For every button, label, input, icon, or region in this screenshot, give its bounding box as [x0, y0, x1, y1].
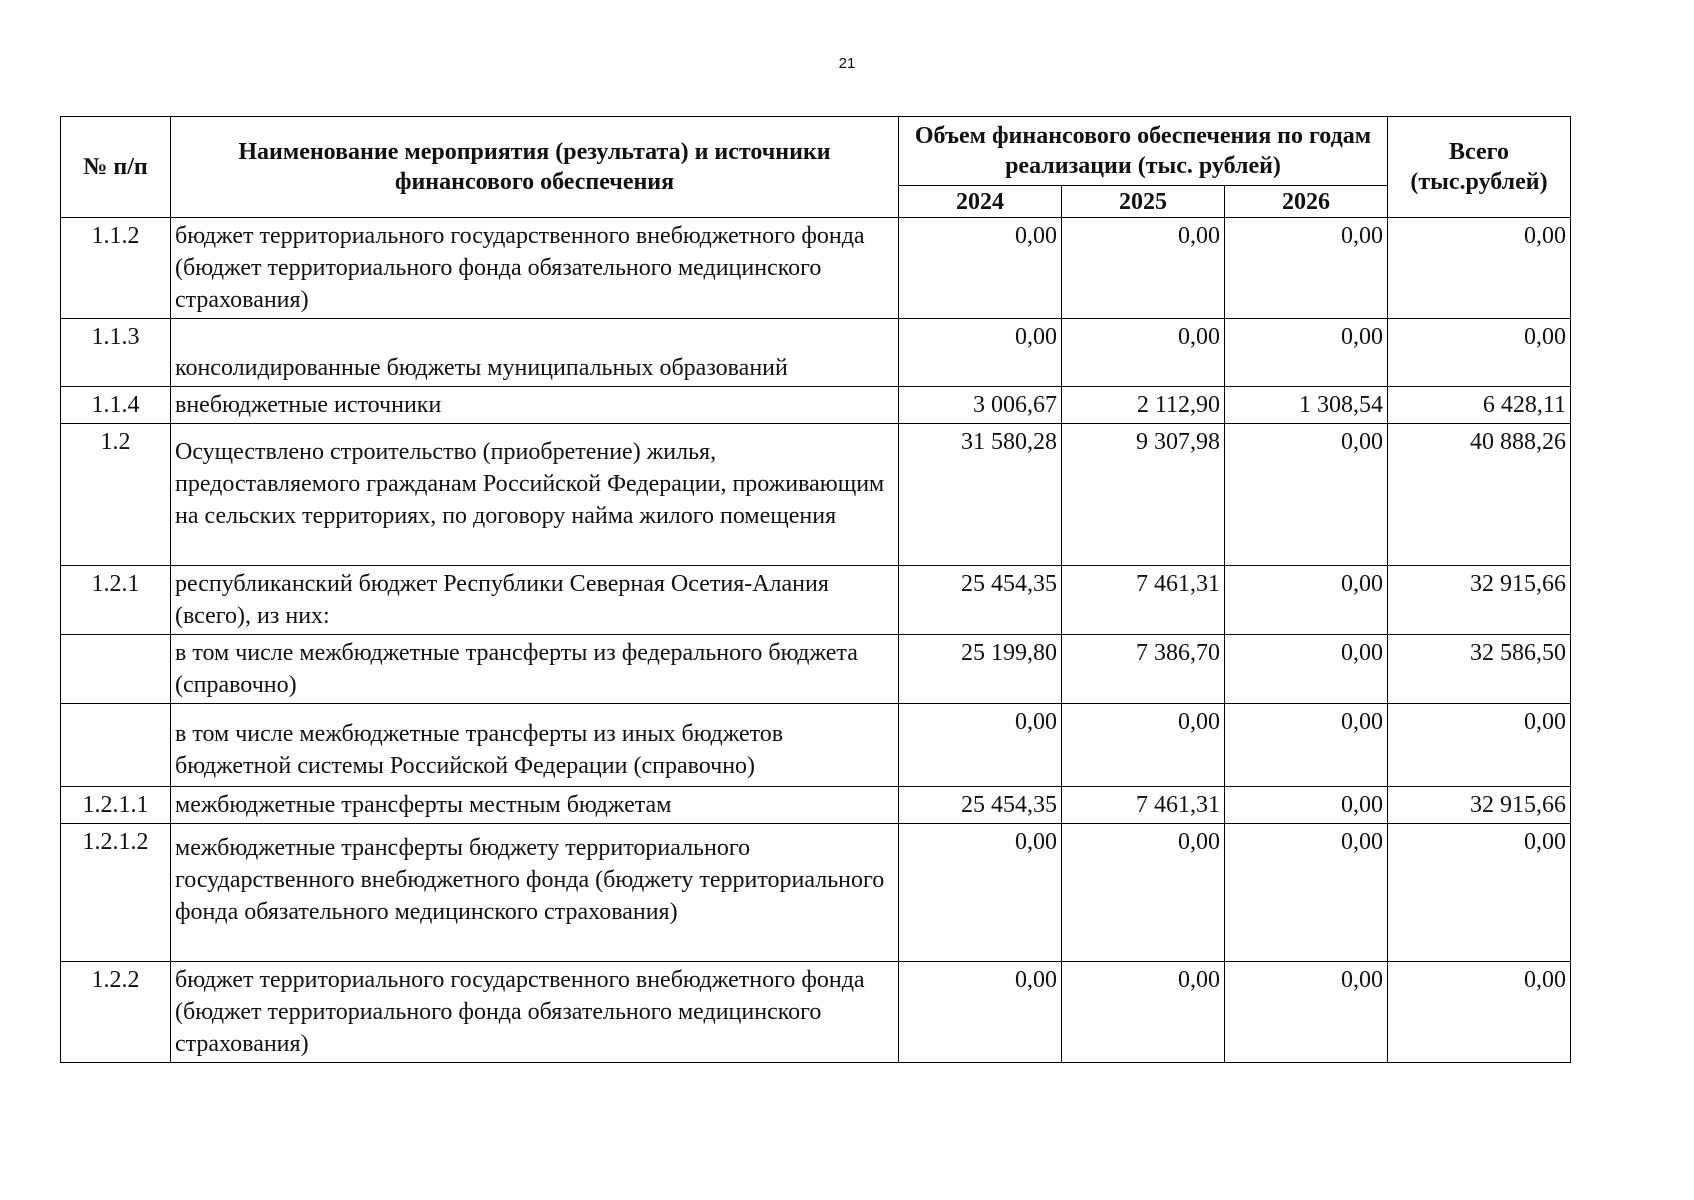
header-name: Наименование мероприятия (результата) и источники финансового обеспечения [171, 117, 899, 218]
table-row [61, 387, 1571, 424]
header-volume: Объем финансового обеспечения по годам реализации (тыс. рублей) [899, 117, 1388, 186]
row-value-2026: 0,00 [1225, 218, 1388, 319]
row-num [61, 704, 171, 787]
row-value-2026: 0,00 [1225, 635, 1388, 704]
row-name: бюджет территориального государственного внебюджетного фонда (бюджет территориального фонда обязательного медицинского страхования) [171, 962, 899, 1063]
row-name: в том числе межбюджетные трансферты из федерального бюджета (справочно) [171, 635, 899, 704]
row-total: 40 888,26 [1388, 424, 1571, 566]
row-name: в том числе межбюджетные трансферты из иных бюджетов бюджетной системы Российской Федерации (справочно) [171, 704, 899, 787]
row-num: 1.1.2 [61, 218, 171, 319]
row-num: 1.2.1.1 [61, 787, 171, 824]
row-value-2026: 0,00 [1225, 319, 1388, 387]
row-value-2024: 25 454,35 [899, 566, 1062, 635]
row-value-2025: 9 307,98 [1062, 424, 1225, 566]
row-total: 32 586,50 [1388, 635, 1571, 704]
row-value-2024: 0,00 [899, 962, 1062, 1063]
row-total: 0,00 [1388, 704, 1571, 787]
row-name: республиканский бюджет Республики Северная Осетия-Алания (всего), из них: [171, 566, 899, 635]
row-value-2024: 0,00 [899, 704, 1062, 787]
row-value-2025: 7 386,70 [1062, 635, 1225, 704]
row-name: консолидированные бюджеты муниципальных образований [171, 319, 899, 387]
row-total: 0,00 [1388, 319, 1571, 387]
financing-table [60, 116, 1571, 1063]
row-total: 32 915,66 [1388, 566, 1571, 635]
row-name: Осуществлено строительство (приобретение) жилья, предоставляемого гражданам Российской Федерации, проживающим на сельских территориях, по договору найма жилого помещения [171, 424, 899, 566]
row-name: межбюджетные трансферты бюджету территориального государственного внебюджетного фонда (бюджету территориального фонда обязательного медицинского страхования) [171, 824, 899, 962]
table-row [61, 566, 1571, 635]
row-num: 1.1.4 [61, 387, 171, 424]
row-total: 32 915,66 [1388, 787, 1571, 824]
row-total: 6 428,11 [1388, 387, 1571, 424]
table-row [61, 424, 1571, 566]
table-row [61, 787, 1571, 824]
row-value-2025: 7 461,31 [1062, 787, 1225, 824]
row-value-2025: 0,00 [1062, 962, 1225, 1063]
row-value-2024: 25 199,80 [899, 635, 1062, 704]
row-value-2025: 0,00 [1062, 704, 1225, 787]
header-total: Всего (тыс.рублей) [1388, 117, 1571, 218]
row-num: 1.1.3 [61, 319, 171, 387]
row-total: 0,00 [1388, 962, 1571, 1063]
header-year-2024: 2024 [899, 186, 1062, 218]
table-body [61, 218, 1571, 1063]
row-num: 1.2.2 [61, 962, 171, 1063]
table-row [61, 319, 1571, 387]
table-header [61, 117, 1571, 218]
row-value-2026: 1 308,54 [1225, 387, 1388, 424]
row-name: бюджет территориального государственного внебюджетного фонда (бюджет территориального фонда обязательного медицинского страхования) [171, 218, 899, 319]
row-value-2026: 0,00 [1225, 962, 1388, 1063]
row-value-2025: 0,00 [1062, 218, 1225, 319]
header-num: № п/п [61, 117, 171, 218]
row-num: 1.2.1 [61, 566, 171, 635]
row-value-2024: 31 580,28 [899, 424, 1062, 566]
row-value-2026: 0,00 [1225, 424, 1388, 566]
row-value-2025: 0,00 [1062, 824, 1225, 962]
header-year-2026: 2026 [1225, 186, 1388, 218]
row-num [61, 635, 171, 704]
row-name: внебюджетные источники [171, 387, 899, 424]
row-value-2026: 0,00 [1225, 787, 1388, 824]
table-row [61, 824, 1571, 962]
row-value-2025: 7 461,31 [1062, 566, 1225, 635]
table-row [61, 635, 1571, 704]
row-value-2024: 0,00 [899, 319, 1062, 387]
table-row [61, 704, 1571, 787]
row-value-2024: 3 006,67 [899, 387, 1062, 424]
page-number: 21 [838, 55, 856, 72]
table-row [61, 962, 1571, 1063]
header-year-2025: 2025 [1062, 186, 1225, 218]
row-num: 1.2.1.2 [61, 824, 171, 962]
row-num: 1.2 [61, 424, 171, 566]
row-value-2025: 0,00 [1062, 319, 1225, 387]
row-name: межбюджетные трансферты местным бюджетам [171, 787, 899, 824]
row-total: 0,00 [1388, 824, 1571, 962]
row-value-2024: 25 454,35 [899, 787, 1062, 824]
row-value-2026: 0,00 [1225, 824, 1388, 962]
row-value-2026: 0,00 [1225, 704, 1388, 787]
row-value-2024: 0,00 [899, 824, 1062, 962]
table-row [61, 218, 1571, 319]
row-value-2026: 0,00 [1225, 566, 1388, 635]
row-value-2025: 2 112,90 [1062, 387, 1225, 424]
row-value-2024: 0,00 [899, 218, 1062, 319]
row-total: 0,00 [1388, 218, 1571, 319]
